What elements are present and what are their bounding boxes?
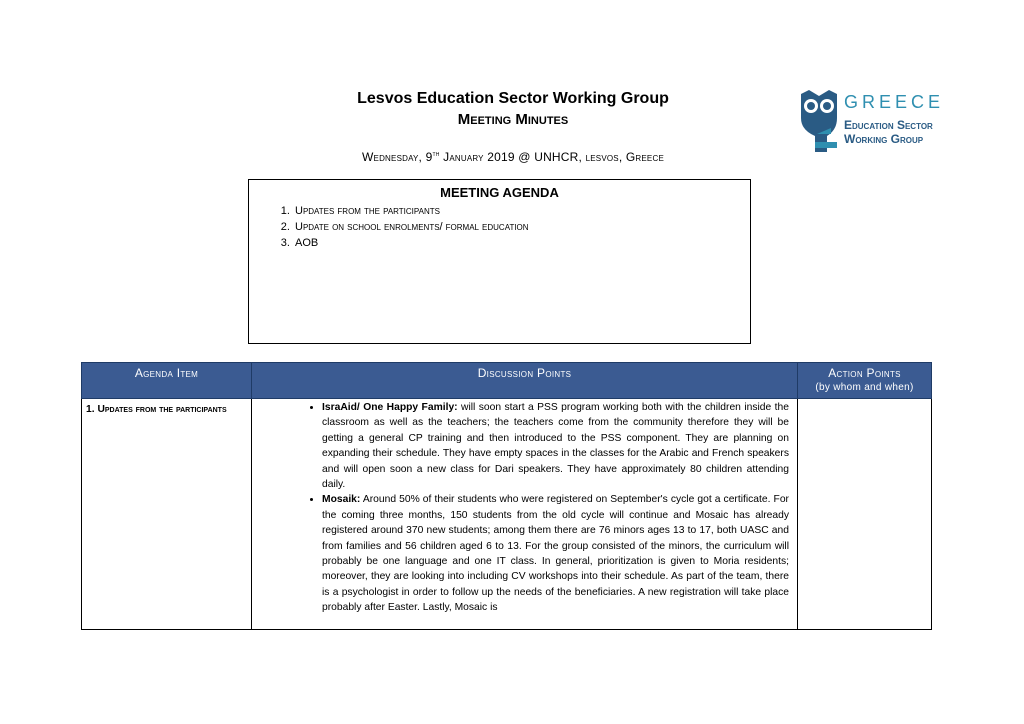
discussion-point [322, 400, 789, 492]
agenda-list [249, 203, 750, 251]
meeting-agenda-box [248, 179, 751, 344]
date-superscript: th [432, 151, 440, 158]
meeting-date [300, 150, 726, 164]
org-name: Mosaik: [322, 494, 361, 506]
action-points-cell [798, 399, 932, 630]
table-header-row [82, 363, 932, 399]
logo-line-2: Working Group [844, 132, 924, 146]
point-text: will soon start a PSS program working both with the children inside the classroom as well as the teachers; the teachers come from the community therefore they will be getting a general CP training and then introduced to the PSS component. They are planning on expanding their schedule. They have empty spaces in the classes for the Arabic and French speakers and will open soon a new class for Dari speakers. They have approximately 80 children attending daily. [322, 402, 789, 491]
logo-country: GREECE [844, 92, 945, 112]
discussion-cell [252, 399, 798, 630]
owl-icon [797, 88, 841, 154]
date-prefix: Wednesday, 9 [362, 150, 433, 164]
table-row [82, 399, 932, 630]
discussion-list [252, 400, 789, 616]
logo-line-1: Education Sector [844, 118, 933, 132]
agenda-item: 2. Update on school enrolments/ formal education [293, 219, 750, 235]
minutes-table [81, 362, 932, 630]
document-subtitle: Meeting Minutes [457, 111, 569, 128]
column-header-action-points [798, 363, 932, 399]
agenda-item: 1. Updates from the participants [293, 203, 750, 219]
column-header-agenda-item: Agenda Item [82, 363, 252, 399]
agenda-heading: MEETING AGENDA [440, 185, 559, 200]
esw-group-logo [797, 88, 957, 156]
agenda-item-cell: 1. Updates from the participants [82, 399, 252, 630]
logo-sector [844, 118, 933, 146]
discussion-point [322, 492, 789, 615]
date-suffix: January 2019 @ UNHCR, lesvos, Greece [439, 150, 664, 164]
org-name: IsraAid/ One Happy Family: [322, 402, 458, 413]
column-header-discussion-points: Discussion Points [252, 363, 798, 399]
document-title: Lesvos Education Sector Working Group [357, 90, 669, 107]
point-text: Around 50% of their students who were registered on September's cycle got a certificate. For the coming three months, 150 students from the old cycle will continue and Mosaic has already registered around 370 new students; among them there are 76 minors ages 13 to 17, both UASC and from families and 56 children aged 6 to 13. For the group consisted of the minors, the curriculum will probably be one language and one IT class. In general, prioritization is given to Moria residents; moreover, they are looking into including CV workshops into their schedule. As part of the team, there is a psychologist in order to follow up the needs of the beneficiaries. A new registration will take place probably after Easter. Lastly, Mosaic is [322, 494, 789, 614]
agenda-item: 3. AOB [293, 235, 750, 251]
action-points-sublabel: (by whom and when) [815, 382, 914, 393]
action-points-label: Action Points [828, 366, 901, 380]
